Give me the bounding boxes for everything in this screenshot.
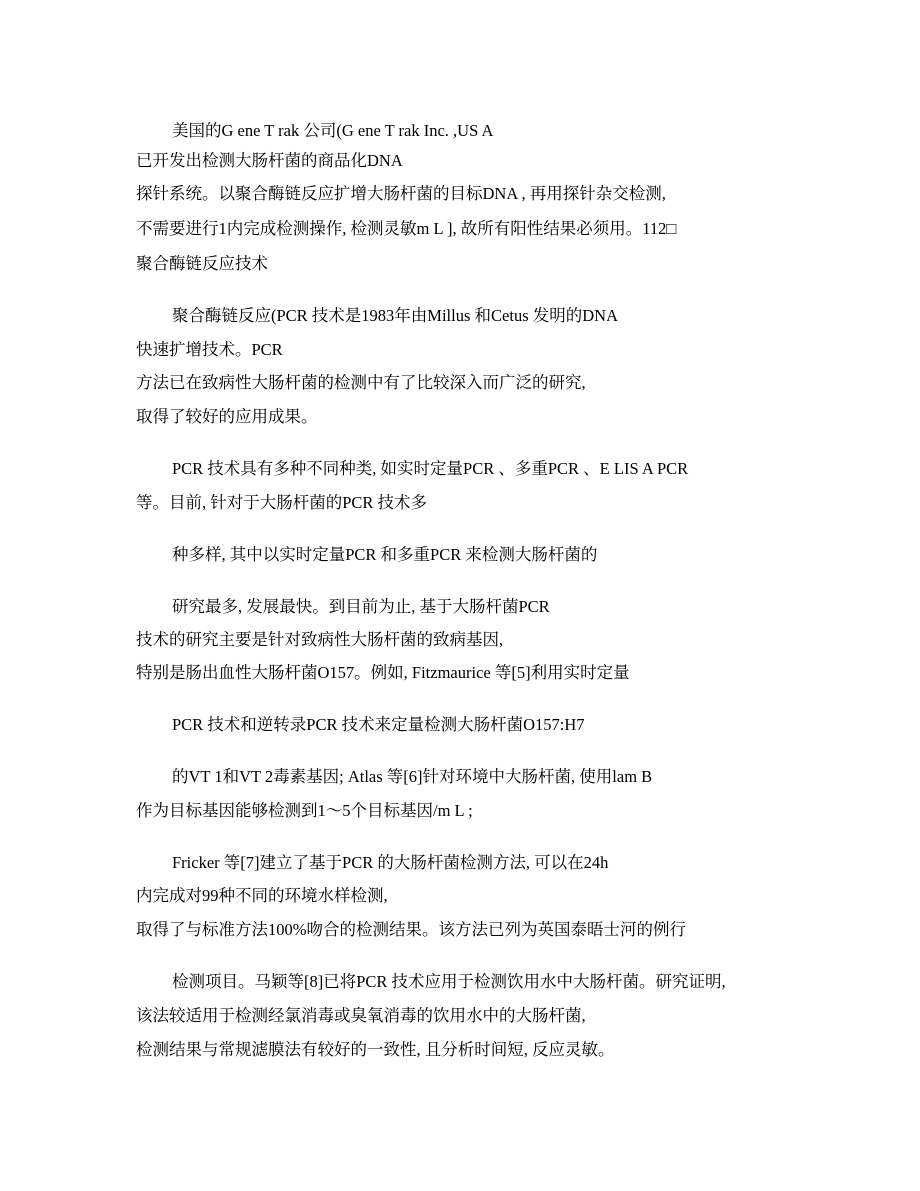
text-line: 内完成对99种不同的环境水样检测, (136, 886, 388, 905)
text-line: 研究最多, 发展最快。到目前为止, 基于大肠杆菌PCR (172, 597, 550, 616)
text-line: 作为目标基因能够检测到1～5个目标基因/m L ; (136, 801, 473, 820)
text-line: 技术的研究主要是针对致病性大肠杆菌的致病基因, (136, 630, 504, 649)
text-line: 取得了较好的应用成果。 (136, 407, 318, 426)
text-line: 特别是肠出血性大肠杆菌O157。例如, Fitzmaurice 等[5]利用实时定量 (136, 663, 630, 682)
text-line: Fricker 等[7]建立了基于PCR 的大肠杆菌检测方法, 可以在24h (172, 853, 609, 872)
text-line: 探针系统。以聚合酶链反应扩增大肠杆菌的目标DNA , 再用探针杂交检测, (136, 184, 666, 203)
text-line: 该法较适用于检测经氯消毒或臭氧消毒的饮用水中的大肠杆菌, (136, 1006, 586, 1025)
text-line: 不需要进行1内完成检测操作, 检测灵敏m L ], 故所有阳性结果必须用。112□ (136, 219, 677, 238)
text-line: PCR 技术和逆转录PCR 技术来定量检测大肠杆菌O157:H7 (172, 715, 585, 734)
text-line: 检测结果与常规滤膜法有较好的一致性, 且分析时间短, 反应灵敏。 (136, 1040, 615, 1059)
section-heading: 聚合酶链反应技术 (136, 254, 268, 273)
text-line: 美国的G ene T rak 公司(G ene T rak Inc. ,US A (172, 121, 494, 140)
text-line: 已开发出检测大肠杆菌的商品化DNA (136, 151, 403, 170)
text-line: 聚合酶链反应(PCR 技术是1983年由Millus 和Cetus 发明的DNA (172, 306, 618, 325)
text-line: 方法已在致病性大肠杆菌的检测中有了比较深入而广泛的研究, (136, 373, 586, 392)
text-line: 取得了与标准方法100%吻合的检测结果。该方法已列为英国泰晤士河的例行 (136, 920, 686, 939)
text-line: 种多样, 其中以实时定量PCR 和多重PCR 来检测大肠杆菌的 (172, 545, 598, 564)
text-line: 检测项目。马颖等[8]已将PCR 技术应用于检测饮用水中大肠杆菌。研究证明, (172, 972, 726, 991)
text-line: 快速扩增技术。PCR (136, 340, 283, 359)
text-line: 的VT 1和VT 2毒素基因; Atlas 等[6]针对环境中大肠杆菌, 使用lam B (172, 767, 653, 786)
text-line: 等。目前, 针对于大肠杆菌的PCR 技术多 (136, 493, 428, 512)
text-line: PCR 技术具有多种不同种类, 如实时定量PCR 、多重PCR 、E LIS A PCR (172, 459, 689, 478)
